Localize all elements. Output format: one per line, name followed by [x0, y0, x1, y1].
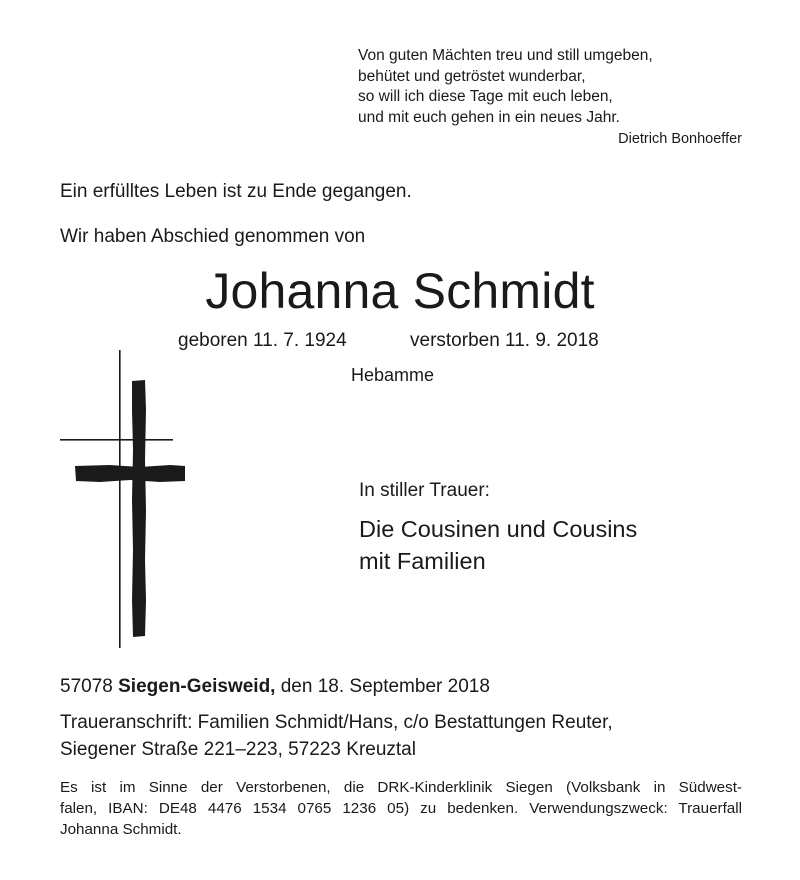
mourning-label: In stiller Trauer: — [359, 480, 490, 501]
donation-note — [60, 777, 742, 840]
poem-author: Dietrich Bonhoeffer — [618, 131, 742, 147]
cross-icon — [60, 350, 190, 650]
poem-line: so will ich diese Tage mit euch leben, — [358, 88, 613, 105]
poem-block — [358, 46, 742, 150]
poem-line: und mit euch gehen in ein neues Jahr. — [358, 108, 620, 126]
intro-line-1: Ein erfülltes Leben ist zu Ende gegangen. — [60, 181, 412, 202]
poem-line: behütet und getröstet wunderbar, — [358, 67, 586, 85]
donation-line: falen, IBAN: DE48 4476 1534 0765 1236 05) zu bedenken. Verwendungszweck: Trauerfall — [60, 800, 742, 817]
postal-code: 57078 — [60, 676, 113, 697]
intro-line-2: Wir haben Abschied genommen von — [60, 226, 366, 247]
address-line: Traueranschrift: Familien Schmidt/Hans, c/o Bestattungen Reuter, — [60, 712, 613, 733]
mourners-line: Die Cousinen und Cousins — [359, 516, 638, 542]
address-line: Siegener Straße 221–223, 57223 Kreuztal — [60, 739, 416, 760]
occupation: Hebamme — [351, 365, 435, 385]
announcement-date: den 18. September 2018 — [280, 676, 490, 697]
deceased-name: Johanna Schmidt — [205, 263, 595, 319]
donation-line: Johanna Schmidt. — [60, 821, 182, 838]
poem-line: Von guten Mächten treu und still umgeben, — [358, 47, 653, 64]
donation-line: Es ist im Sinne der Verstorbenen, die DRK-Kinderklinik Siegen (Volksbank in Südwest- — [60, 779, 742, 796]
death-date: verstorben 11. 9. 2018 — [410, 330, 599, 351]
city: Siegen-Geisweid, — [118, 676, 276, 697]
mourning-address — [60, 709, 613, 763]
mourners-block — [359, 513, 637, 577]
mourners-line: mit Familien — [359, 548, 486, 574]
place-date-line — [60, 676, 490, 698]
birth-date: geboren 11. 7. 1924 — [178, 330, 347, 351]
